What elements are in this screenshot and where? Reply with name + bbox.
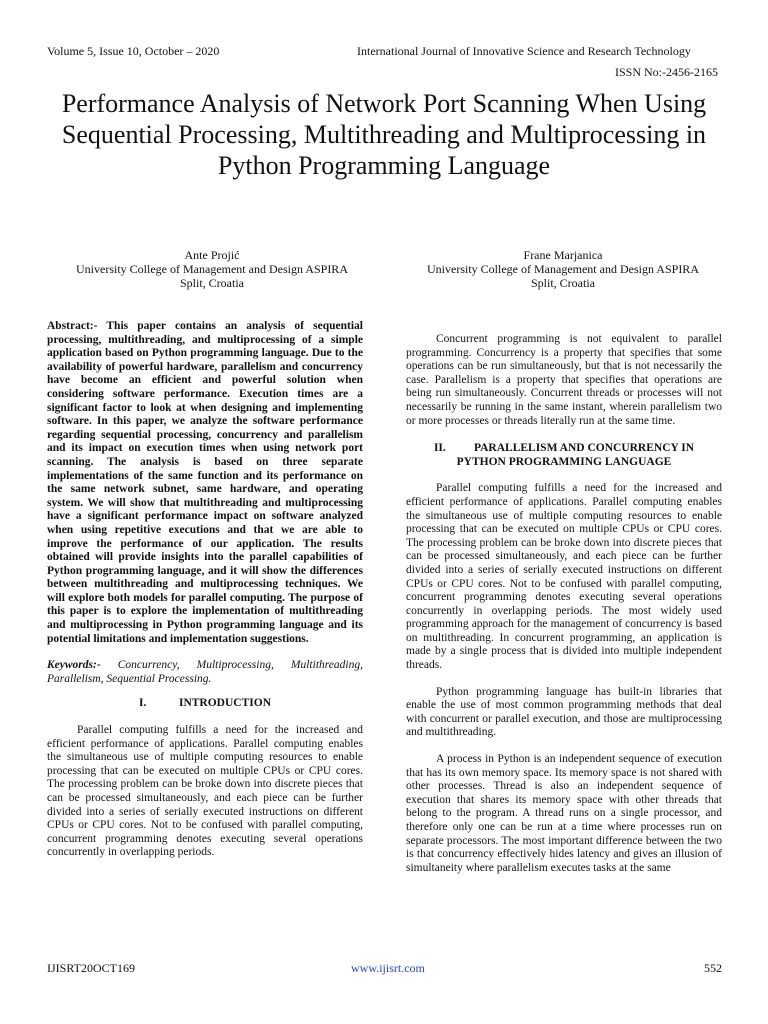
author-affiliation: University College of Management and Design ASPIRA (76, 262, 348, 276)
paper-title: Performance Analysis of Network Port Scanning When Using Sequential Processing, Multithreading and Multiprocessing in Python Programming Language (61, 89, 707, 180)
python-libraries-paragraph: Python programming language has built-in libraries that enable the use of most common programming methods that deal with concurrent or parallel execution, and those are multiprocessing and multithreading. (406, 685, 722, 739)
author-affiliation: University College of Management and Design ASPIRA (427, 262, 699, 276)
volume-info: Volume 5, Issue 10, October – 2020 (47, 44, 220, 58)
author-block-1 (47, 248, 377, 290)
intro-paragraph: Parallel computing fulfills a need for the increased and efficient performance of applications. Parallel computing enables the simultaneous use of multiple computing resources to enable processing that can be executed on multiple CPUs or CPU cores. The processing problem can be broke down into discrete pieces that can be processed simultaneously, and each piece can be further divided into a series of serially executed instructions on different CPUs or CPU cores. Not to be confused with parallel computing, concurrent programming denotes executing several operations concurrently in overlapping periods. (47, 724, 363, 859)
author-name: Ante Projić (184, 248, 240, 262)
journal-name: International Journal of Innovative Science and Research Technology (357, 44, 691, 58)
author-location: Split, Croatia (531, 276, 595, 290)
right-column (406, 333, 722, 875)
section-title-line2: PYTHON PROGRAMMING LANGUAGE (456, 455, 672, 468)
keywords-label: Keywords:- (47, 659, 101, 672)
author-name: Frane Marjanica (523, 248, 603, 262)
section-heading-parallelism (406, 442, 722, 469)
section-heading-introduction (47, 697, 363, 711)
keywords (47, 659, 363, 686)
author-block-2 (398, 248, 728, 290)
parallel-computing-paragraph: Parallel computing fulfills a need for the increased and efficient performance of applications. Parallel computing enables the simultaneous use of multiple computing resources to enable processing that can be executed on multiple CPUs or CPU cores. The processing problem can be broke down into discrete pieces that can be processed simultaneously, and each piece can be further divided into a series of serially executed instructions on different CPUs or CPU cores. Not to be confused with parallel computing, concurrent programming denotes executing several operations concurrently in overlapping periods. The most widely used programming approach for the management of concurrency is based on multithreading. In concurrent programming, an application is made by a single process that is divided into multiple independent threads. (406, 482, 722, 672)
page-number: 552 (704, 961, 722, 975)
section-title-line1: PARALLELISM AND CONCURRENCY IN (473, 442, 695, 455)
issn: ISSN No:-2456-2165 (614, 65, 718, 79)
left-column (47, 320, 363, 860)
paper-id: IJISRT20OCT169 (47, 961, 135, 975)
section-title: INTRODUCTION (178, 697, 271, 710)
process-thread-paragraph: A process in Python is an independent sequence of execution that has its own memory space. Its memory space is not shared with other processes. Thread is also an independent sequence of execution that shares its memory space with other threads that belong to the program. A thread runs on a single processor, and therefore only one can be run at a time where processes run on separate processors. The most important difference between the two is that concurrency effectively hides latency and gives an illusion of simultaneity where parallelism executes tasks at the same (406, 753, 722, 874)
author-location: Split, Croatia (180, 276, 244, 290)
concurrency-paragraph: Concurrent programming is not equivalent to parallel programming. Concurrency is a property that specifies that some operations can be run simultaneously, but that is not necessarily the case. Parallelism is a property that specifies that operations are being run simultaneously. Concurrent threads or processes will not necessarily be running in the same instant, wherein parallelism two or more processes or threads literally run at the same time. (406, 333, 722, 427)
keywords-text: Concurrency, Multiprocessing, Multithreading, Parallelism, Sequential Processing. (47, 659, 363, 685)
section-number: II. (433, 442, 446, 455)
abstract: Abstract:- This paper contains an analysis of sequential processing, multithreading, and multiprocessing of a simple application based on Python programming language. Due to the availability of powerful hardware, parallelism and concurrency have become an efficient and powerful solution when considering software performance. Execution times are a significant factor to look at when designing and implementing software. In this paper, we analyze the software performance regarding sequential processing, concurrency and parallelism and its impact on execution times when using network port scanning. The analysis is based on three separate implementations of the same function and its performance on the same network subnet, same hardware, and operating system. We will show that multithreading and multiprocessing have a significant performance impact on software analyzed when using repetitive executions and that we are able to improve the performance of our application. The results obtained will provide insights into the parallel capabilities of Python programming language, and it will show the differences between multithreading and multiprocessing techniques. We will explore both models for parallel computing. The purpose of this paper is to explore the implementation of multithreading and multiprocessing in Python programming language and its potential limitations and implementation suggestions. (47, 320, 363, 645)
journal-website-link[interactable]: www.ijisrt.com (351, 961, 425, 975)
section-number: I. (138, 697, 147, 710)
